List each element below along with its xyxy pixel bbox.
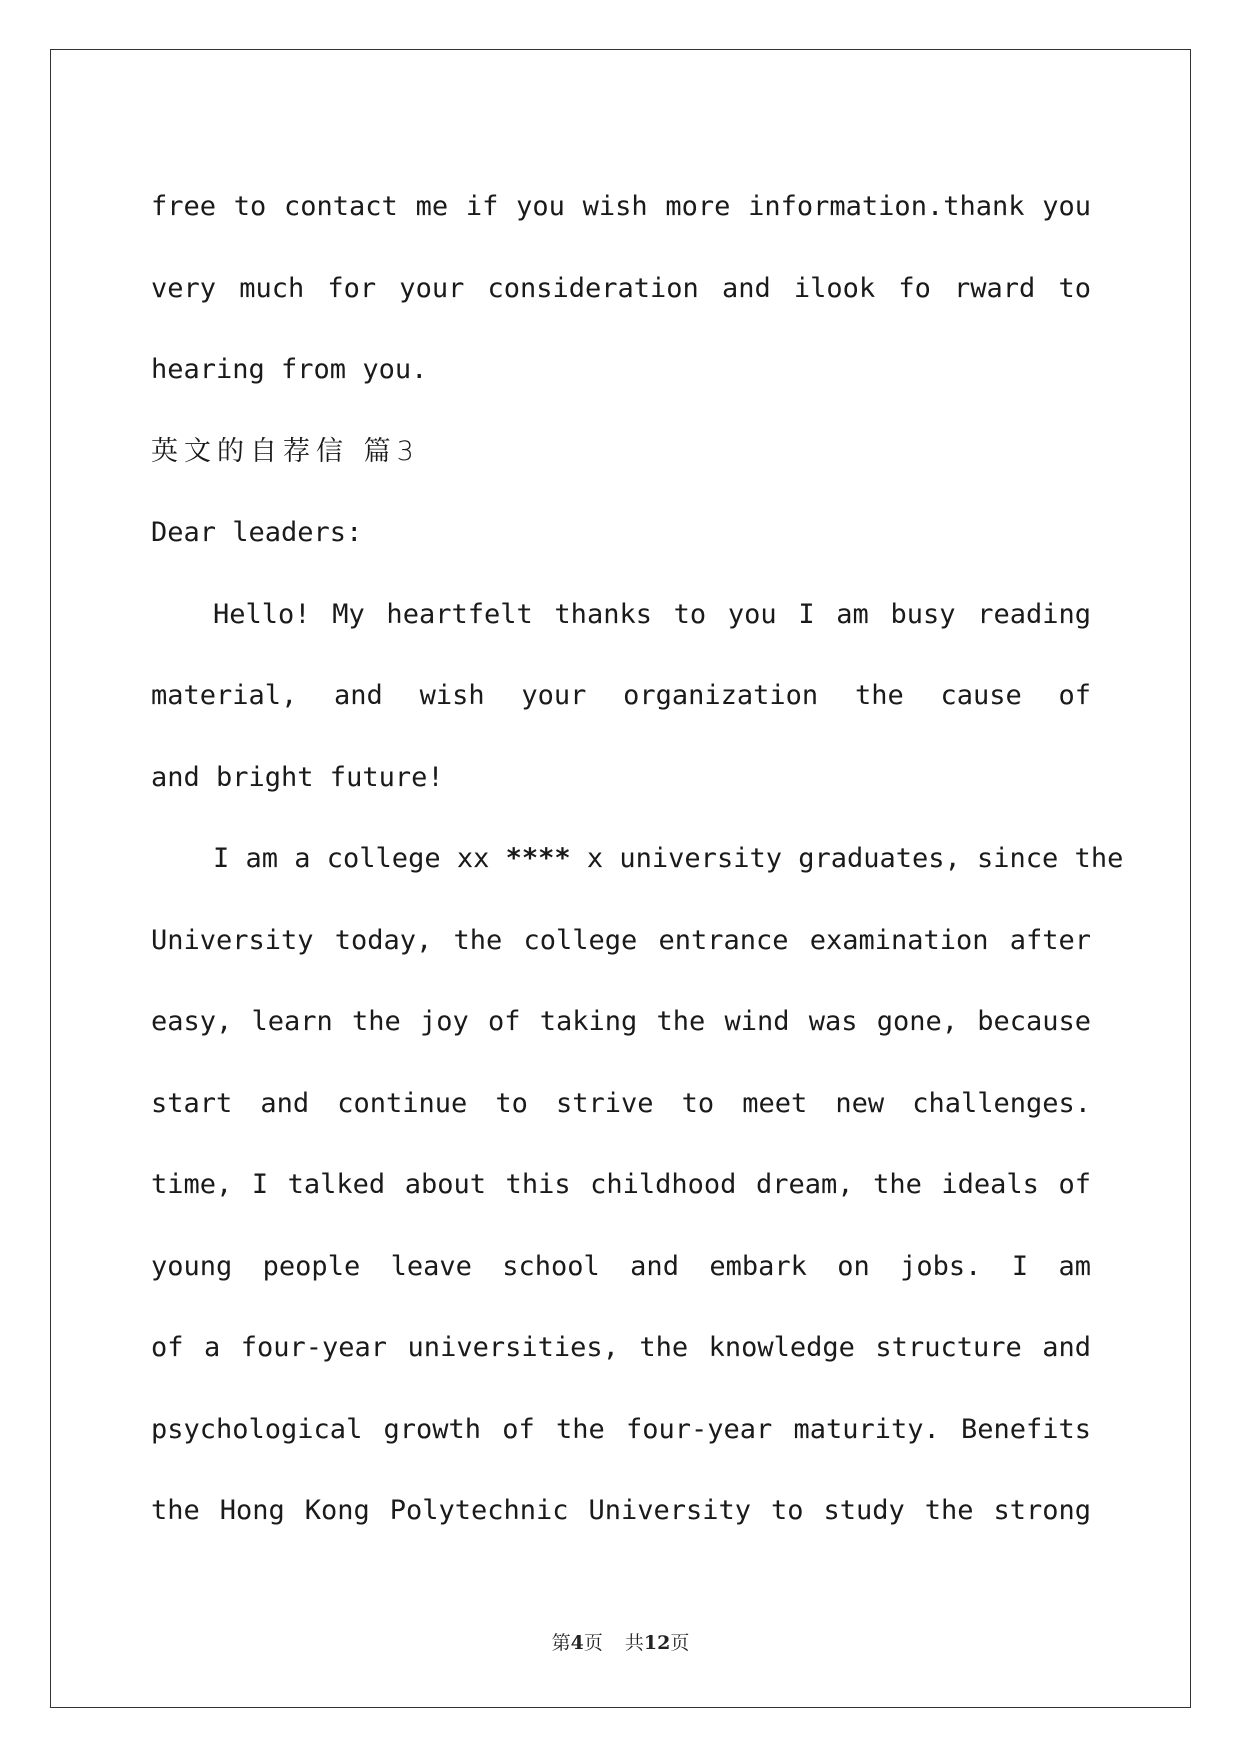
total-suffix: 页 <box>670 1632 690 1654</box>
paragraph-text: I am a college xx <box>213 843 506 874</box>
salutation: Dear leaders: <box>151 517 363 548</box>
page-number: 4 <box>570 1632 584 1654</box>
paragraph-line: University today, the college entrance examination after <box>151 924 1091 956</box>
paragraph-line: young people leave school and embark on jobs. I am <box>151 1250 1091 1282</box>
redacted-text: **** <box>505 843 571 874</box>
page-prefix: 第 <box>551 1632 571 1654</box>
paragraph-line: psychological growth of the four-year maturity. Benefits <box>151 1413 1091 1445</box>
paragraph-line: Hello! My heartfelt thanks to you I am busy reading <box>213 598 1091 630</box>
page-total: 12 <box>643 1632 671 1654</box>
paragraph-text: x university graduates, since the <box>570 843 1124 874</box>
body-line: very much for your consideration and ilook fo rward to <box>151 272 1091 304</box>
page-footer <box>0 1628 1241 1655</box>
paragraph-line: and bright future! <box>151 761 444 793</box>
body-line: hearing from you. <box>151 354 428 385</box>
paragraph-line: of a four-year universities, the knowledge structure and <box>151 1332 1091 1363</box>
paragraph-line: material, and wish your organization the cause of <box>151 680 1091 711</box>
document-body <box>151 166 1124 1552</box>
paragraph-line: easy, learn the joy of taking the wind was gone, because <box>151 1006 1091 1037</box>
paragraph-line: start and continue to strive to meet new challenges. <box>151 1087 1091 1119</box>
paragraph-line: time, I talked about this childhood dream, the ideals of <box>151 1169 1091 1200</box>
total-prefix: 共 <box>624 1632 644 1654</box>
page-suffix: 页 <box>583 1632 603 1654</box>
section-heading: 英文的自荐信 篇3 <box>151 435 420 467</box>
body-line: free to contact me if you wish more information.thank you <box>151 191 1091 222</box>
paragraph-line <box>151 818 1124 900</box>
paragraph-line: the Hong Kong Polytechnic University to study the strong <box>151 1495 1091 1526</box>
